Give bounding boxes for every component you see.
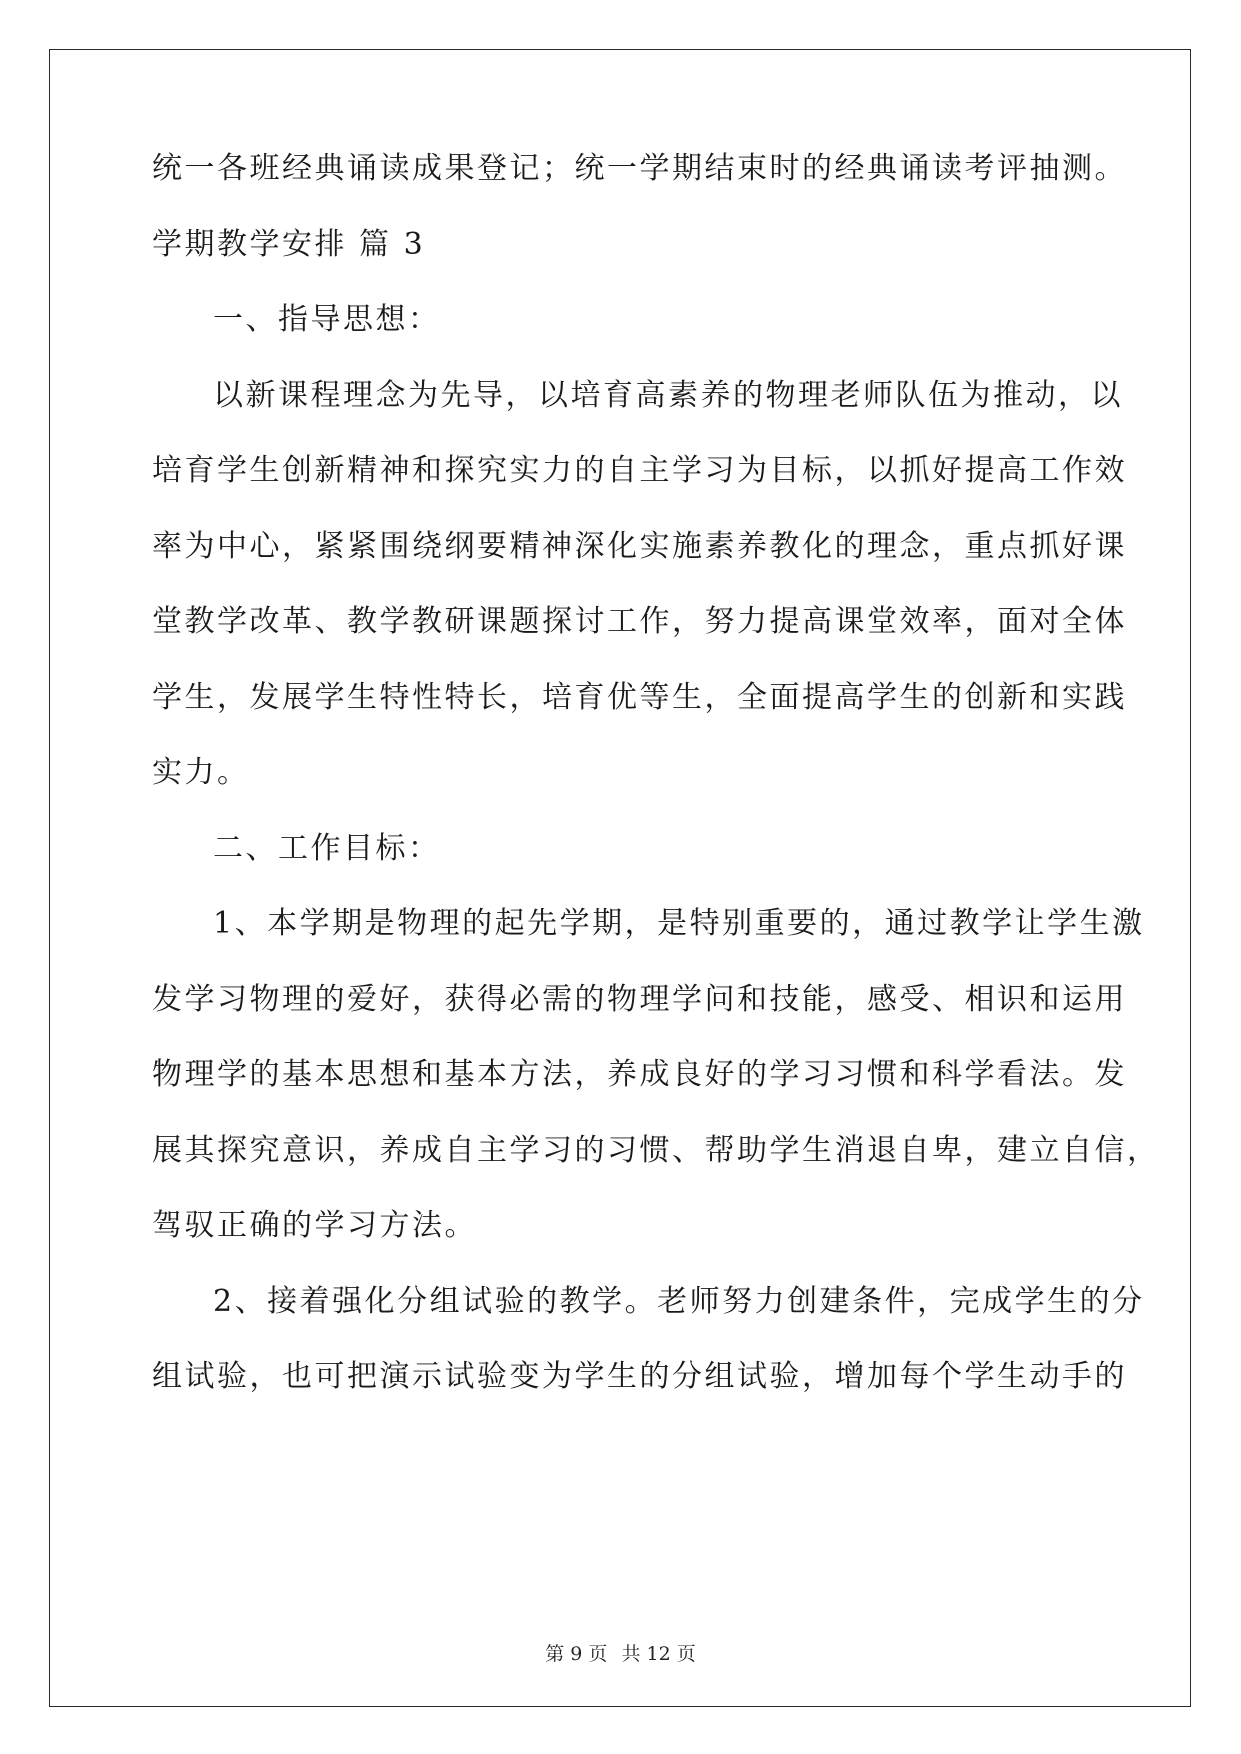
text-line-12: 发学习物理的爱好，获得必需的物理学问和技能，感受、相识和运用 — [152, 982, 1127, 1017]
text-line-16: 2、接着强化分组试验的教学。老师努力创建条件，完成学生的分 — [213, 1284, 1145, 1319]
subheading-work-goals: 二、工作目标： — [213, 831, 441, 866]
text-line-11: 1、本学期是物理的起先学期，是特别重要的，通过教学让学生激 — [213, 906, 1145, 941]
text-line-7: 堂教学改革、教学教研课题探讨工作，努力提高课堂效率，面对全体 — [152, 604, 1127, 639]
section-heading: 学期教学安排 篇 3 — [152, 227, 426, 262]
text-line-6: 率为中心，紧紧围绕纲要精神深化实施素养教化的理念，重点抓好课 — [152, 529, 1127, 564]
total-pages: 共 12 页 — [621, 1643, 696, 1665]
text-line-9: 实力。 — [152, 755, 250, 790]
text-line-14: 展其探究意识，养成自主学习的习惯、帮助学生消退自卑，建立自信， — [152, 1133, 1160, 1168]
text-line-17: 组试验，也可把演示试验变为学生的分组试验，增加每个学生动手的 — [152, 1359, 1127, 1394]
text-line-4: 以新课程理念为先导，以培育高素养的物理老师队伍为推动，以 — [213, 378, 1123, 413]
page-footer — [0, 1642, 1241, 1666]
text-line-8: 学生，发展学生特性特长，培育优等生，全面提高学生的创新和实践 — [152, 680, 1127, 715]
subheading-guiding-thought: 一、指导思想： — [213, 302, 441, 337]
text-line-15: 驾驭正确的学习方法。 — [152, 1208, 477, 1243]
text-line-5: 培育学生创新精神和探究实力的自主学习为目标，以抓好提高工作效 — [152, 453, 1127, 488]
text-line-1: 统一各班经典诵读成果登记；统一学期结束时的经典诵读考评抽测。 — [152, 151, 1127, 186]
text-line-13: 物理学的基本思想和基本方法，养成良好的学习习惯和科学看法。发 — [152, 1057, 1127, 1092]
current-page-number: 第 9 页 — [545, 1643, 608, 1665]
